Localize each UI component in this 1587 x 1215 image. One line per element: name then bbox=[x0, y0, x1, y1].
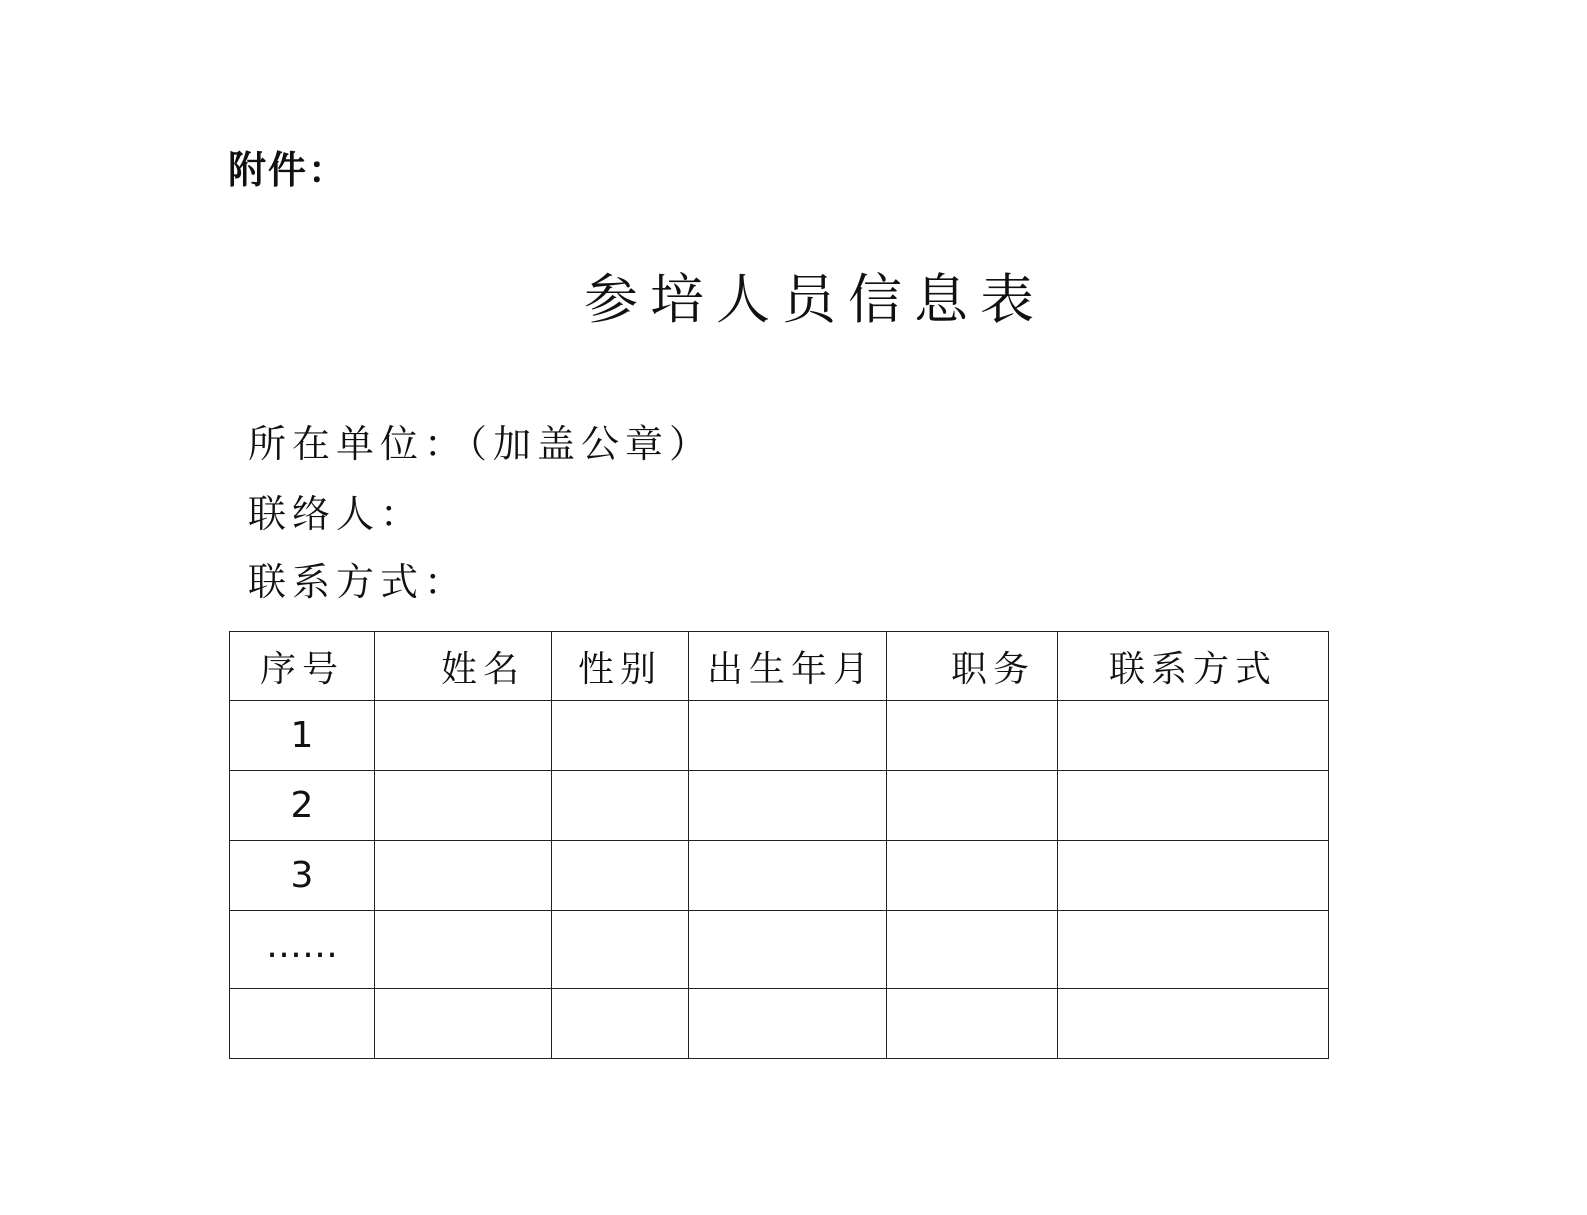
attachment-label: 附件： bbox=[228, 148, 349, 192]
position-cell[interactable] bbox=[887, 989, 1058, 1059]
contact-method-cell[interactable] bbox=[1058, 841, 1329, 911]
gender-cell[interactable] bbox=[552, 701, 689, 771]
unit-field-label: 所在单位：（加盖公章） bbox=[248, 422, 714, 466]
header-seq: 序号 bbox=[230, 632, 375, 701]
contact-method-cell[interactable] bbox=[1058, 911, 1329, 989]
gender-cell[interactable] bbox=[552, 911, 689, 989]
seq-cell: 1 bbox=[230, 701, 375, 771]
contact-method-cell[interactable] bbox=[1058, 771, 1329, 841]
position-cell[interactable] bbox=[887, 701, 1058, 771]
birth-date-cell[interactable] bbox=[689, 989, 887, 1059]
seq-cell: 2 bbox=[230, 771, 375, 841]
seq-cell: 3 bbox=[230, 841, 375, 911]
position-cell[interactable] bbox=[887, 771, 1058, 841]
name-cell[interactable] bbox=[375, 771, 552, 841]
name-cell[interactable] bbox=[375, 911, 552, 989]
gender-cell[interactable] bbox=[552, 841, 689, 911]
table-row bbox=[230, 989, 1329, 1059]
table-header-row bbox=[230, 632, 1329, 701]
header-gender: 性别 bbox=[552, 632, 689, 701]
header-contact-method: 联系方式 bbox=[1058, 632, 1329, 701]
birth-date-cell[interactable] bbox=[689, 771, 887, 841]
header-name: 姓名 bbox=[375, 632, 552, 701]
seq-cell bbox=[230, 989, 375, 1059]
header-position: 职务 bbox=[887, 632, 1058, 701]
position-cell[interactable] bbox=[887, 911, 1058, 989]
header-birth-date: 出生年月 bbox=[689, 632, 887, 701]
name-cell[interactable] bbox=[375, 701, 552, 771]
table-row bbox=[230, 701, 1329, 771]
name-cell[interactable] bbox=[375, 989, 552, 1059]
table-row bbox=[230, 841, 1329, 911]
position-cell[interactable] bbox=[887, 841, 1058, 911]
contact-method-label: 联系方式： bbox=[248, 560, 469, 604]
gender-cell[interactable] bbox=[552, 989, 689, 1059]
seq-cell-ellipsis: …… bbox=[230, 911, 375, 989]
name-cell[interactable] bbox=[375, 841, 552, 911]
page-title: 参培人员信息表 bbox=[584, 268, 1046, 331]
contact-person-label: 联络人： bbox=[248, 492, 425, 536]
table-row bbox=[230, 911, 1329, 989]
contact-method-cell[interactable] bbox=[1058, 701, 1329, 771]
contact-method-cell[interactable] bbox=[1058, 989, 1329, 1059]
birth-date-cell[interactable] bbox=[689, 701, 887, 771]
participant-info-table bbox=[229, 631, 1329, 1059]
gender-cell[interactable] bbox=[552, 771, 689, 841]
birth-date-cell[interactable] bbox=[689, 911, 887, 989]
table-row bbox=[230, 771, 1329, 841]
birth-date-cell[interactable] bbox=[689, 841, 887, 911]
